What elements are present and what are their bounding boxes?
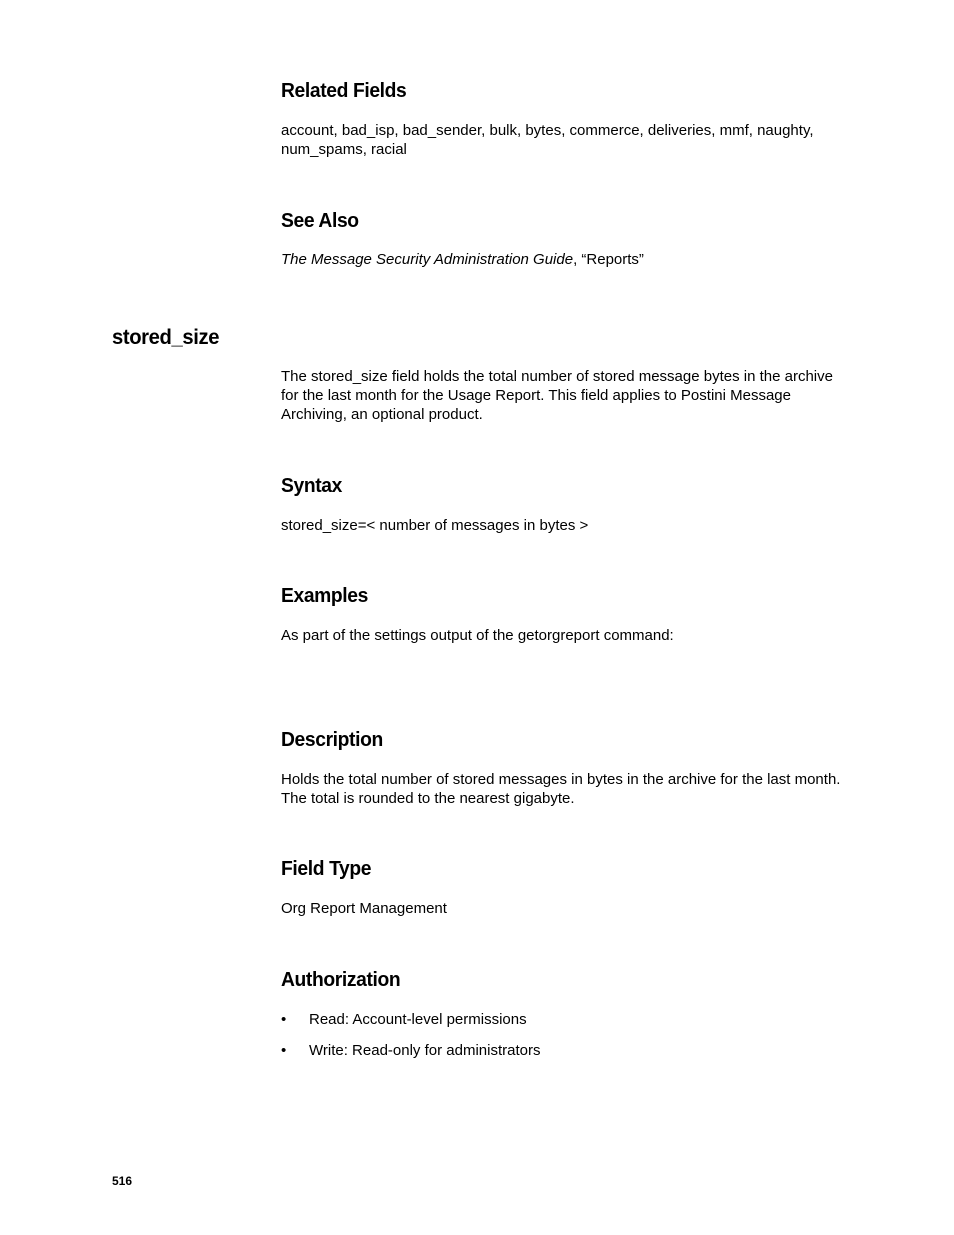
examples-text: As part of the settings output of the getorgreport command: <box>281 627 674 644</box>
see-also-heading: See Also <box>281 209 359 232</box>
see-also-suffix: , “Reports” <box>573 251 644 268</box>
page-number: 516 <box>112 1174 133 1188</box>
examples-heading: Examples <box>281 584 368 607</box>
bullet-symbol: • <box>281 1011 287 1028</box>
description-text: Holds the total number of stored messages in bytes in the archive for the last month. The total is rounded to the nearest gigabyte. <box>281 771 841 807</box>
section-title: stored_size <box>112 325 220 349</box>
authorization-item-text: Write: Read-only for administrators <box>309 1042 541 1059</box>
description-heading: Description <box>281 728 383 751</box>
syntax-heading: Syntax <box>281 474 342 497</box>
related-fields-text: account, bad_isp, bad_sender, bulk, bytes, commerce, deliveries, mmf, naughty, num_spams, racial <box>281 122 814 158</box>
section-intro: The stored_size field holds the total number of stored message bytes in the archive for the last month for the Usage Report. This field applies to Postini Message Archiving, an optional product. <box>281 368 833 423</box>
field-type-text: Org Report Management <box>281 900 447 917</box>
syntax-text: stored_size=< number of messages in bytes > <box>281 517 589 534</box>
bullet-symbol: • <box>281 1042 287 1059</box>
see-also-text <box>281 250 841 269</box>
see-also-guide-title: The Message Security Administration Guide <box>281 251 574 268</box>
related-fields-heading: Related Fields <box>281 79 407 102</box>
authorization-heading: Authorization <box>281 968 401 991</box>
authorization-item-text: Read: Account-level permissions <box>309 1011 527 1028</box>
field-type-heading: Field Type <box>281 857 372 880</box>
